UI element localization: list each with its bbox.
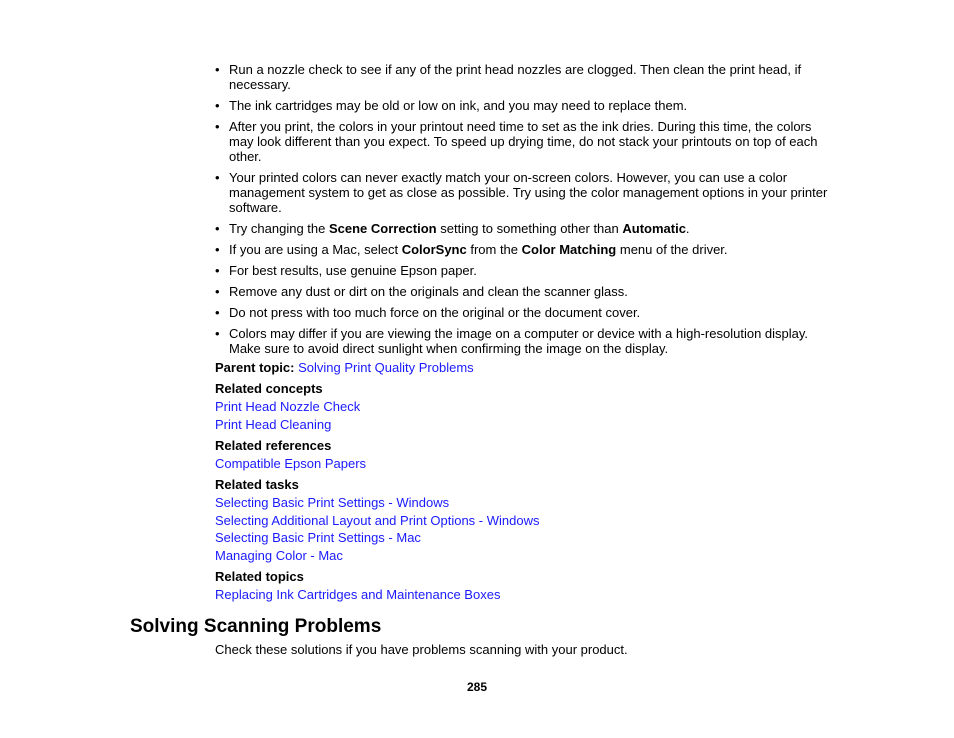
bullet-text: menu of the driver. xyxy=(616,242,728,257)
bullet-item xyxy=(215,305,830,320)
bullet-text: . xyxy=(685,221,690,236)
bullet-item xyxy=(215,326,830,356)
bullet-dot: • xyxy=(215,62,220,77)
bullet-item xyxy=(215,119,830,164)
bullet-item xyxy=(215,98,830,113)
bullet-text: Remove any dust or dirt on the originals and clean the scanner glass. xyxy=(229,284,628,299)
parent-topic-link[interactable]: Solving Print Quality Problems xyxy=(298,360,474,375)
bold-term: Automatic xyxy=(622,221,686,236)
bullet-text: Try changing the xyxy=(229,221,329,236)
bullet-text: After you print, the colors in your printout need time to set as the ink dries. During this time, the colors may look different than you expect. To speed up drying time, do not stack your printouts on top of each other. xyxy=(229,119,818,164)
related-tasks-heading: Related tasks xyxy=(215,477,299,492)
link-additional-layout-windows[interactable]: Selecting Additional Layout and Print Options - Windows xyxy=(215,513,540,528)
bullet-item xyxy=(215,284,830,299)
bullet-text: from the xyxy=(466,242,522,257)
bold-term: Scene Correction xyxy=(328,221,437,236)
bullet-text: The ink cartridges may be old or low on ink, and you may need to replace them. xyxy=(229,98,688,113)
section-title: Solving Scanning Problems xyxy=(130,616,382,637)
parent-topic-label: Parent topic: xyxy=(215,360,295,375)
bullet-dot: • xyxy=(215,263,220,278)
bullet-dot: • xyxy=(215,221,220,236)
link-basic-print-settings-mac[interactable]: Selecting Basic Print Settings - Mac xyxy=(215,530,421,545)
bold-term: Color Matching xyxy=(521,242,617,257)
bullet-dot: • xyxy=(215,305,220,320)
bullet-item xyxy=(215,62,830,92)
link-managing-color-mac[interactable]: Managing Color - Mac xyxy=(215,548,343,563)
bullet-text: For best results, use genuine Epson paper. xyxy=(229,263,477,278)
bullet-dot: • xyxy=(215,284,220,299)
bullet-text: setting to something other than xyxy=(436,221,623,236)
page-number: 285 xyxy=(466,680,488,694)
bullet-dot: • xyxy=(215,326,220,341)
link-basic-print-settings-windows[interactable]: Selecting Basic Print Settings - Windows xyxy=(215,495,450,510)
related-references-heading: Related references xyxy=(215,438,332,453)
bullet-item xyxy=(215,170,830,215)
bullet-dot: • xyxy=(215,170,220,185)
bullet-text: Run a nozzle check to see if any of the print head nozzles are clogged. Then clean the print head, if necessary. xyxy=(229,62,802,92)
parent-topic-line xyxy=(215,360,474,376)
link-compatible-epson-papers[interactable]: Compatible Epson Papers xyxy=(215,456,367,471)
bullet-item xyxy=(215,242,830,257)
related-concepts-heading: Related concepts xyxy=(215,381,323,396)
bullet-text: Colors may differ if you are viewing the image on a computer or device with a high-resolution display. Make sure to avoid direct sunlight when confirming the image on the display. xyxy=(229,326,809,356)
bullet-item xyxy=(215,221,830,236)
bullet-item xyxy=(215,263,830,278)
bullet-list xyxy=(215,62,830,362)
bullet-text: Your printed colors can never exactly match your on-screen colors. However, you can use a color management system to get as close as possible. Try using the color management options in your printer software. xyxy=(229,170,828,215)
bullet-text: If you are using a Mac, select xyxy=(229,242,402,257)
link-replacing-ink-cartridges[interactable]: Replacing Ink Cartridges and Maintenance Boxes xyxy=(215,587,501,602)
section-intro: Check these solutions if you have problems scanning with your product. xyxy=(215,642,628,657)
bullet-dot: • xyxy=(215,98,220,113)
link-print-head-cleaning[interactable]: Print Head Cleaning xyxy=(215,417,332,432)
bullet-dot: • xyxy=(215,242,220,257)
bullet-dot: • xyxy=(215,119,220,134)
bullet-text: Do not press with too much force on the original or the document cover. xyxy=(229,305,641,320)
link-print-head-nozzle-check[interactable]: Print Head Nozzle Check xyxy=(215,399,361,414)
related-topics-heading: Related topics xyxy=(215,569,304,584)
bold-term: ColorSync xyxy=(401,242,467,257)
